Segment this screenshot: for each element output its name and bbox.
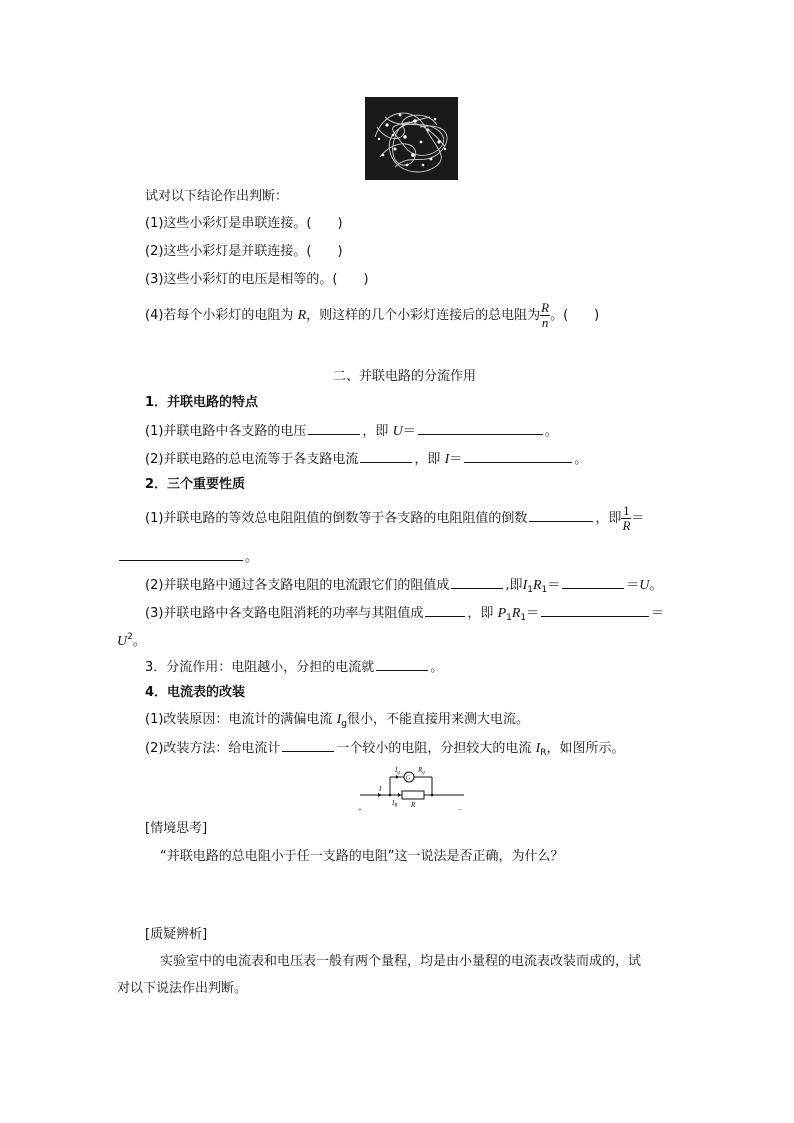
label-plus: +	[358, 806, 362, 814]
analysis-para-2: 对以下说法作出判断。	[117, 981, 248, 996]
blank[interactable]	[360, 448, 412, 463]
label-ir: $I_R$	[392, 799, 398, 809]
s2-line-3: (3)并联电路中各支路电阻消耗的功率与其阻值成 ，即 $P_1R_1=$ ＝	[145, 602, 664, 628]
s2-line-1: (1)并联电路的等效总电阻阻值的倒数等于各支路的电阻阻值的倒数 ，即 $\frac{1}{R}$ ＝	[145, 503, 645, 533]
analysis-tag: [质疑辨析]	[145, 927, 208, 942]
blank[interactable]	[425, 602, 465, 617]
section-title: 二、并联电路的分流作用	[333, 369, 477, 384]
s4-title: 4．电流表的改装	[145, 685, 246, 700]
fraction-1-over-r: $\frac{1}{R}$	[622, 503, 631, 533]
shunt-circuit-diagram	[352, 757, 472, 817]
label-minus: −	[458, 806, 462, 814]
s1-line-1: (1)并联电路中各支路的电压 ，即 U＝ 。	[145, 420, 558, 442]
shunt-resistor	[402, 791, 424, 799]
s2-line-3-cont: $U^2$。	[117, 632, 146, 649]
s4-line-2: (2)改装方法：给电流计 一个较小的电阻，分担较大的电流 $I_R$，如图所示。	[145, 737, 625, 763]
blank[interactable]	[282, 737, 334, 752]
s1-line-2: (2)并联电路的总电流等于各支路电流 ，即 I＝ 。	[145, 448, 587, 470]
s2-line-2: (2)并联电路中通过各支路电阻的电流跟它们的阻值成 ,即$I_1R_1= =U$。	[145, 574, 662, 600]
label-g: G	[406, 775, 411, 782]
s1-title: 1．并联电路的特点	[145, 395, 259, 410]
fraction-r-over-n: $\frac{R}{n}$	[541, 300, 550, 330]
label-ig: $I_g$	[395, 766, 400, 776]
blank[interactable]	[418, 420, 543, 435]
blank[interactable]	[451, 574, 503, 589]
label-rg: $R_g$	[418, 766, 425, 776]
string-lights-photo	[365, 97, 458, 180]
label-i: I	[379, 785, 382, 793]
s4-line-1: (1)改装原因：电流计的满偏电流 $I_g$很小，不能直接用来测大电流。	[145, 712, 529, 729]
judgment-4: (4)若每个小彩灯的电阻为 R，则这样的几个小彩灯连接后的总电阻为 $\frac{R}{n}$ 。( )	[145, 300, 600, 330]
blank[interactable]	[464, 448, 572, 463]
blank[interactable]	[562, 574, 624, 589]
s2-title: 2．三个重要性质	[145, 477, 246, 492]
judgment-2: (2)这些小彩灯是并联连接。( )	[145, 244, 343, 259]
blank[interactable]	[376, 656, 428, 671]
analysis-para-1: 实验室中的电流表和电压表一般有两个量程，均是由小量程的电流表改装而成的，试	[160, 954, 642, 969]
blank[interactable]	[119, 546, 243, 561]
intro-text: 试对以下结论作出判断：	[145, 189, 289, 204]
judgment-1: (1)这些小彩灯是串联连接。( )	[145, 216, 343, 231]
label-r: R	[411, 801, 416, 809]
s3-line: 3．分流作用：电阻越小，分担的电流就 。	[145, 656, 443, 678]
blank[interactable]	[308, 420, 360, 435]
scenario-tag: [情境思考]	[145, 821, 208, 836]
blank[interactable]	[529, 507, 593, 522]
s2-line-1-cont: 。	[117, 546, 258, 568]
scenario-question: “并联电路的总电阻小于任一支路的电阻”这一说法是否正确，为什么？	[160, 849, 564, 864]
blank[interactable]	[541, 602, 649, 617]
judgment-3: (3)这些小彩灯的电压是相等的。( )	[145, 272, 369, 287]
